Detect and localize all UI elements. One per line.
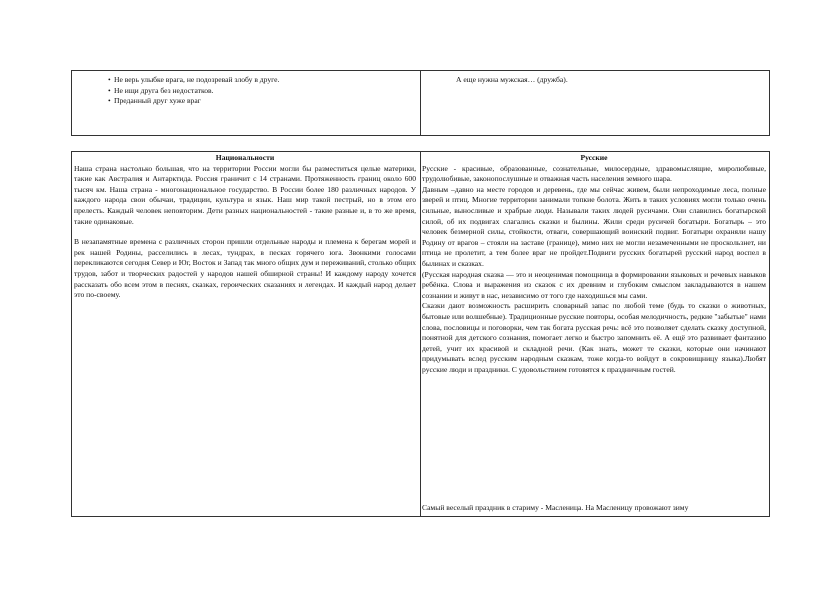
proverbs-list (108, 75, 408, 107)
nationalities-header: Национальности (215, 153, 275, 162)
russians-paragraph: Давным –давно на месте городов и деревень, где мы сейчас живем, были непроходимые леса, полные зверей и птиц. Многие территории занимали топкие болота. Жить в таких условиях могли только очень сильные, выносливые и храбрые люди. Называли таких людей русичами. Они славились богатырской силой, об их подвигах слагались сказки и былины. Жили среди русичей богатыри. Богатырь – это человек безмерной силы, стойкости, отваги, совершающий воинский подвиг. Богатыри охраняли нашу Родину от врагов – стояли на заставе (границе), мимо них не могли незамеченными не проскользнет, ни птица не пролетит, а тем более враг не пройдет.Подвиги русских богатырей русский народ воспел в былинах и сказках. (422, 184, 766, 268)
russians-paragraph: Сказки дают возможность расширить словарный запас по любой теме (будь то сказки о животных, бытовые или волшебные). Традиционные русские повторы, особая мелодичность, редкие "забытые" нами слова, пословицы и поговорки, чем так богата русская речь: всё это позволяет сделать сказку доступной, понятной для детского сознания, помогает легко и быстро запомнить её. А ещё это развивает фантазию детей, учит их красивой и складной речи. (Как знать, может те сказки, которые они начинают придумывать вслед русским народным сказкам, тоже когда-то войдут в сокровищницу языка).Любят русские люди и праздники. С удовольствием готовятся к праздничным гостей. (422, 301, 766, 374)
russians-paragraph: Русские - красивые, образованные, сознательные, милосердные, здравомыслящие, миролюбивые, трудолюбивые, законопослушные и отважная часть населения земного шара. (422, 163, 766, 184)
proverb-item: • Не ищи друга без недостатков. (108, 86, 408, 97)
nationalities-paragraph: Наша страна настолько большая, что на территории России могли бы разместиться целые материки, такие как Австралия и Антарктида. Россия граничит с 14 странами. Протяженность границ около 600 тысяч км. Наша страна - многонациональное государство. В России более 180 различных народов. У каждого народа свои обычаи, традиции, культура и язык. Наш мир такой пестрый, но в этом его прелесть. Каждый человек неповторим. Дети разных национальностей - такие разные и, в то же время, такие одинаковые. (74, 163, 416, 226)
russians-paragraph: (Русская народная сказка — это и неоценимая помощница в формировании языковых и речевых навыков ребёнка. Слова и выражения из сказок с их древним и глубоким смыслом закладываются в нашем сознании и живут в нас, независимо от того где находишься мы сами. (422, 269, 766, 300)
proverb-item: • Преданный друг хуже враг (108, 96, 408, 107)
proverb-item: • Не верь улыбке врага, не подозревай злобу в друге. (108, 75, 408, 86)
russians-column (422, 153, 766, 375)
maslenitsa-line: Самый веселый праздник в стариму - Масленица. На Масленицу провожают зиму (422, 503, 689, 512)
table-proverbs-divider (420, 71, 421, 135)
russians-header: Русские (580, 153, 608, 162)
friendship-riddle: А еще нужна мужская… (дружба). (456, 75, 568, 84)
nationalities-paragraph: В незапамятные времена с различных сторон пришли отдельные народы и племена к берегам морей и рек нашей Родины, расселились в лесах, тундрах, в песках горячего юга. Звонкими голосами перекликаются сегодня Север и Юг, Восток и Запад так много общих дум и переживаний, столько общих трудов, забот и творческих радостей у народов нашей обширной страны! И каждому народу хочется рассказать обо всем этом в песнях, сказках, героических сказаниях и легендах. И каждый народ делает это по-своему. (74, 237, 416, 300)
nationalities-column (74, 153, 416, 301)
table-main-divider (420, 152, 421, 516)
